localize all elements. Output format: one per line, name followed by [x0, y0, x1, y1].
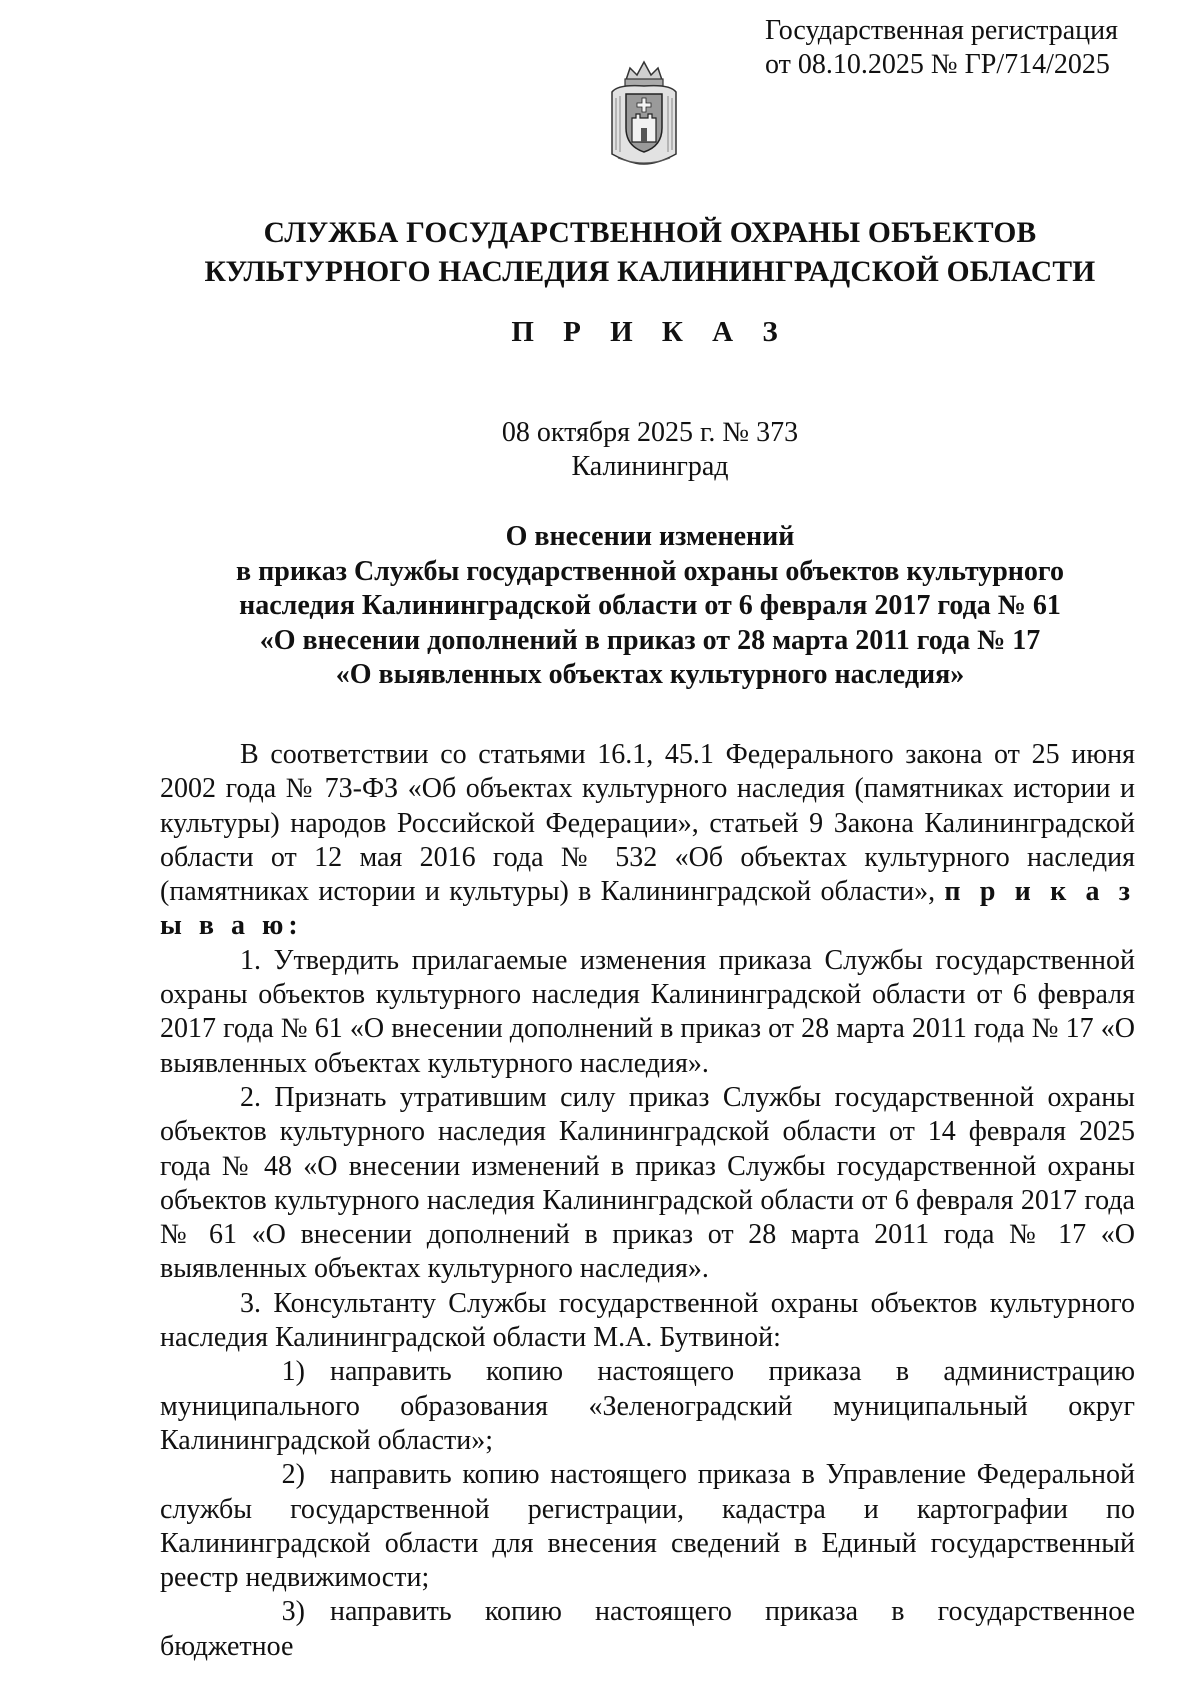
order-title-line-3: наследия Калининградской области от 6 февраля 2017 года № 61	[239, 590, 1061, 621]
preamble-text: В соответствии со статьями 16.1, 45.1 Федерального закона от 25 июня 2002 года № 73-ФЗ «Об объектах культурного наследия (памятниках истории и культуры) народов Российской Федерации», статьей 9 Закона Калининградской области от 12 мая 2016 года № 532 «Об объектах культурного наследия (памятниках истории и культуры) в Калининградской области»,	[160, 739, 1135, 908]
document-type: П Р И К А З	[511, 316, 789, 348]
subitem-2	[160, 1458, 1135, 1595]
subitem-3-text: направить копию настоящего приказа в государственное бюджетное	[160, 1596, 1135, 1662]
subitem-2-number: 2)	[281, 1459, 305, 1491]
subitem-2-text: направить копию настоящего приказа в Управление Федеральной службы государственной регистрации, кадастра и картографии по Калининградской области для внесения сведений в Единый государственный реестр недвижимости;	[160, 1459, 1135, 1594]
order-title-line-5: «О выявленных объектах культурного наследия»	[335, 659, 965, 690]
subitem-1-text: направить копию настоящего приказа в администрацию муниципального образования «Зеленоградский муниципальный округ Калининградской области»;	[160, 1356, 1135, 1456]
order-title-line-1: О внесении изменений	[505, 521, 795, 552]
registration-line-1: Государственная регистрация	[765, 15, 1118, 46]
coat-of-arms-icon	[608, 58, 680, 166]
agency-name-line-2: КУЛЬТУРНОГО НАСЛЕДИЯ КАЛИНИНГРАДСКОЙ ОБЛАСТИ	[204, 256, 1096, 288]
order-keyword: п р и к а з ы в а ю:	[160, 876, 1136, 942]
item-2: 2. Признать утратившим силу приказ Службы государственной охраны объектов культурного наследия Калининградской области от 14 февраля 2025 года № 48 «О внесении изменений в приказ Службы государственной охраны объектов культурного наследия Калининградской области от 6 февраля 2017 года № 61 «О внесении дополнений в приказ от 28 марта 2011 года № 17 «О выявленных объектах культурного наследия».	[160, 1081, 1135, 1285]
subitem-3	[160, 1595, 1135, 1664]
order-date-number: 08 октября 2025 г. № 373	[501, 417, 799, 448]
registration-stamp	[765, 14, 1118, 82]
registration-line-2: от 08.10.2025 № ГР/714/2025	[765, 49, 1110, 80]
subitem-1	[160, 1355, 1135, 1458]
order-city: Калининград	[571, 451, 729, 482]
order-title	[0, 520, 1200, 693]
item-1: 1. Утвердить прилагаемые изменения приказа Службы государственной охраны объектов культурного наследия Калининградской области от 6 февраля 2017 года № 61 «О внесении дополнений в приказ от 28 марта 2011 года № 17 «О выявленных объектах культурного наследия».	[160, 944, 1135, 1079]
order-body	[160, 738, 1135, 1664]
subitem-1-number: 1)	[281, 1356, 305, 1388]
date-block	[0, 416, 1200, 484]
item-3: 3. Консультанту Службы государственной охраны объектов культурного наследия Калининградской области М.А. Бутвиной:	[160, 1287, 1135, 1354]
order-title-line-2: в приказ Службы государственной охраны объектов культурного	[236, 555, 1064, 587]
agency-name	[0, 214, 1200, 292]
order-title-line-4: «О внесении дополнений в приказ от 28 марта 2011 года № 17	[259, 624, 1041, 656]
subitem-3-number: 3)	[281, 1596, 305, 1628]
agency-name-line-1: СЛУЖБА ГОСУДАРСТВЕННОЙ ОХРАНЫ ОБЪЕКТОВ	[263, 217, 1037, 249]
preamble-paragraph	[160, 738, 1135, 944]
